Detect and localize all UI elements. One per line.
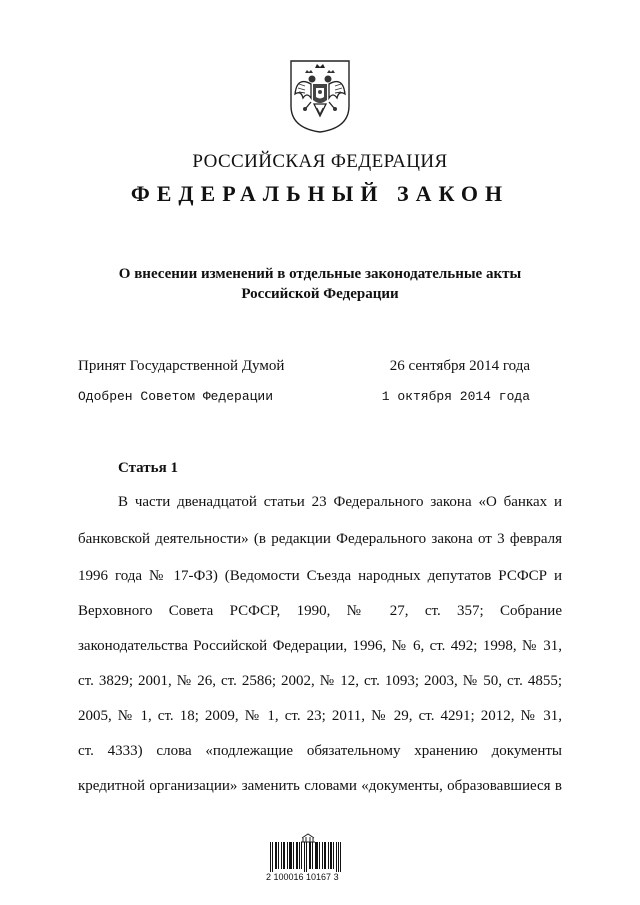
barcode-icon (270, 842, 342, 872)
law-subject-line-2: Российской Федерации (241, 286, 399, 302)
article-heading: Статья 1 (118, 460, 178, 476)
parliament-mark-icon (300, 830, 316, 840)
article-line: банковской деятельности» (в редакции Федерального закона от 3 февраля (78, 531, 562, 547)
adopted-row (78, 358, 530, 380)
law-subject (100, 264, 540, 304)
article-line: законодательства Российской Федерации, 1996, № 6, ст. 492; 1998, № 31, (78, 638, 562, 654)
article-line: ст. 4333) слова «подлежащие обязательному хранению документы (78, 743, 562, 759)
approved-label: Одобрен Советом Федерации (78, 389, 274, 404)
law-title: ФЕДЕРАЛЬНЫЙ ЗАКОН (130, 181, 510, 206)
article-line: В части двенадцатой статьи 23 Федерального закона «О банках и (118, 494, 562, 510)
barcode-number: 2 100016 10167 3 (266, 872, 339, 882)
article-line: 1996 года № 17-ФЗ) (Ведомости Съезда народных депутатов РСФСР и (78, 568, 562, 584)
adopted-date: 26 сентября 2014 года (389, 358, 530, 374)
approved-row (78, 389, 530, 411)
article-line: кредитной организации» заменить словами «документы, образовавшиеся в (78, 778, 562, 794)
article-line: Верховного Совета РСФСР, 1990, № 27, ст. 357; Собрание (78, 603, 562, 619)
barcode-block (266, 830, 376, 886)
article-line: 2005, № 1, ст. 18; 2009, № 1, ст. 23; 2011, № 29, ст. 4291; 2012, № 31, (78, 708, 562, 724)
adopted-label: Принят Государственной Думой (78, 358, 285, 374)
approved-date: 1 октября 2014 года (381, 389, 530, 404)
law-subject-line-1: О внесении изменений в отдельные законодательные акты (118, 266, 522, 282)
coat-of-arms-icon (287, 58, 353, 134)
country-name: РОССИЙСКАЯ ФЕДЕРАЦИЯ (192, 151, 448, 172)
article-line: ст. 3829; 2001, № 26, ст. 2586; 2002, № 12, ст. 1093; 2003, № 50, ст. 4855; (78, 673, 562, 689)
